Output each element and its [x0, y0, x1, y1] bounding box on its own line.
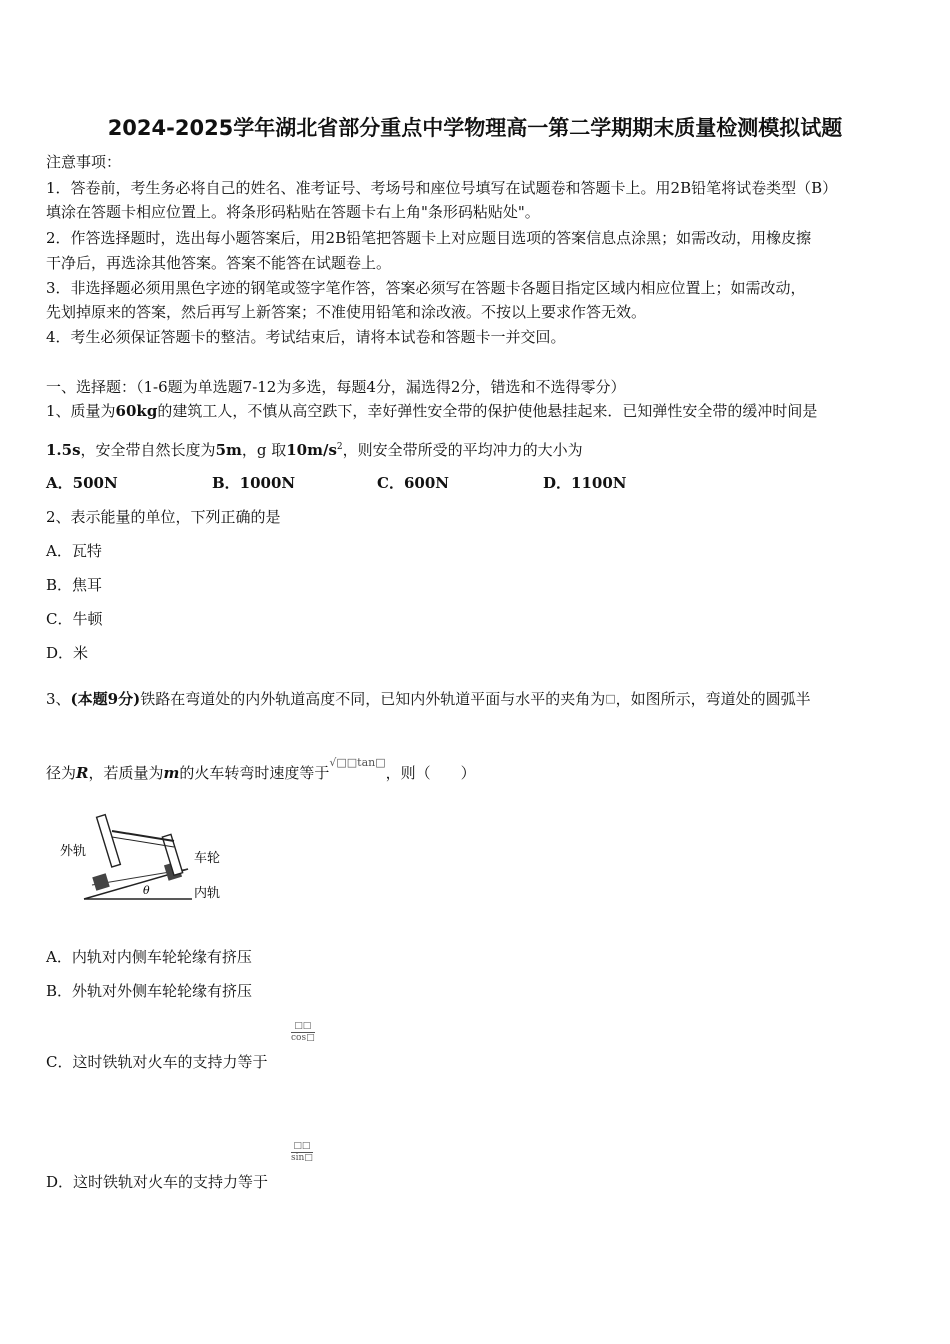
- railway-curve-figure: [56, 805, 236, 905]
- notes-line: 干净后，再选涂其他答案。答案不能答在试题卷上。: [46, 254, 392, 272]
- page-title: 2024-2025学年湖北省部分重点中学物理高一第二学期期末质量检测模拟试题: [107, 116, 843, 140]
- notes-line: 先划掉原来的答案，然后再写上新答案；不准使用铅笔和涂改液。不按以上要求作答无效。: [46, 303, 647, 321]
- speed-formula: √□□tan□: [329, 756, 386, 769]
- q3-option-a[interactable]: A．内轨对内侧车轮轮缘有挤压: [46, 948, 252, 966]
- notes-line: 1．答卷前，考生务必将自己的姓名、准考证号、考场号和座位号填写在试题卷和答题卡上。用2B铅笔将试卷类型（B）: [46, 179, 838, 197]
- notes-line: 4．考生必须保证答题卡的整洁。考试结束后，请将本试卷和答题卡一并交回。: [46, 328, 566, 346]
- q1-option-b[interactable]: B．1000N: [212, 474, 296, 492]
- q1-stem-line1: 1、质量为60kg的建筑工人，不慎从高空跌下，幸好弹性安全带的保护使他悬挂起来．已知弹性安全带的缓冲时间是: [46, 402, 818, 420]
- q3-option-c[interactable]: C．这时铁轨对火车的支持力等于: [46, 1053, 268, 1071]
- q2-option-b[interactable]: B．焦耳: [46, 576, 103, 594]
- q2-option-c[interactable]: C．牛顿: [46, 610, 103, 628]
- q3-option-b[interactable]: B．外轨对外侧车轮轮缘有挤压: [46, 982, 253, 1000]
- inner-rail-label: 内轨: [194, 886, 221, 901]
- outer-rail-label: 外轨: [60, 844, 87, 859]
- q1-option-a[interactable]: A．500N: [46, 474, 118, 492]
- q3-stem-line2: 径为R，若质量为m的火车转弯时速度等于√□□tan□，则（ ）: [46, 763, 476, 783]
- notes-line: 填涂在答题卡相应位置上。将条形码粘贴在答题卡右上角"条形码粘贴处"。: [46, 203, 540, 221]
- outer-wheel: [97, 815, 121, 867]
- notes-line: 2．作答选择题时，选出每小题答案后，用2B铅笔把答题卡上对应题目选项的答案信息点涂黑；如需改动，用橡皮擦: [46, 229, 812, 247]
- q3-option-d-fraction: □□ sin□: [291, 1141, 313, 1163]
- notes-heading: 注意事项：: [46, 153, 122, 171]
- q1-option-d[interactable]: D．1100N: [543, 474, 627, 492]
- q3-option-c-fraction: □□ cos□: [291, 1021, 315, 1043]
- q1-option-c[interactable]: C．600N: [377, 474, 449, 492]
- theta-symbol: □: [605, 692, 616, 705]
- notes-line: 3．非选择题必须用黑色字迹的钢笔或签字笔作答，答案必须写在答题卡各题目指定区域内相应位置上；如需改动，: [46, 279, 806, 297]
- angle-label: θ: [143, 884, 150, 897]
- wheel-label: 车轮: [194, 851, 221, 866]
- q3-option-d[interactable]: D．这时铁轨对火车的支持力等于: [46, 1173, 269, 1191]
- q2-option-a[interactable]: A．瓦特: [46, 542, 102, 560]
- q2-stem: 2、表示能量的单位，下列正确的是: [46, 508, 281, 526]
- q2-option-d[interactable]: D．米: [46, 644, 89, 662]
- q1-stem-line2: 1.5s，安全带自然长度为5m，g 取$10m/s^2$，则安全带所受的平均冲力的大小为: [46, 441, 583, 459]
- q3-stem-line1: 3、(本题9分)铁路在弯道处的内外轨道高度不同，已知内外轨道平面与水平的夹角为□，如图所示，弯道处的圆弧半: [46, 690, 811, 708]
- section-heading: 一、选择题：（1-6题为单选题7-12为多选，每题4分，漏选得2分，错选和不选得零分）: [46, 378, 626, 396]
- outer-rail-block: [92, 873, 109, 890]
